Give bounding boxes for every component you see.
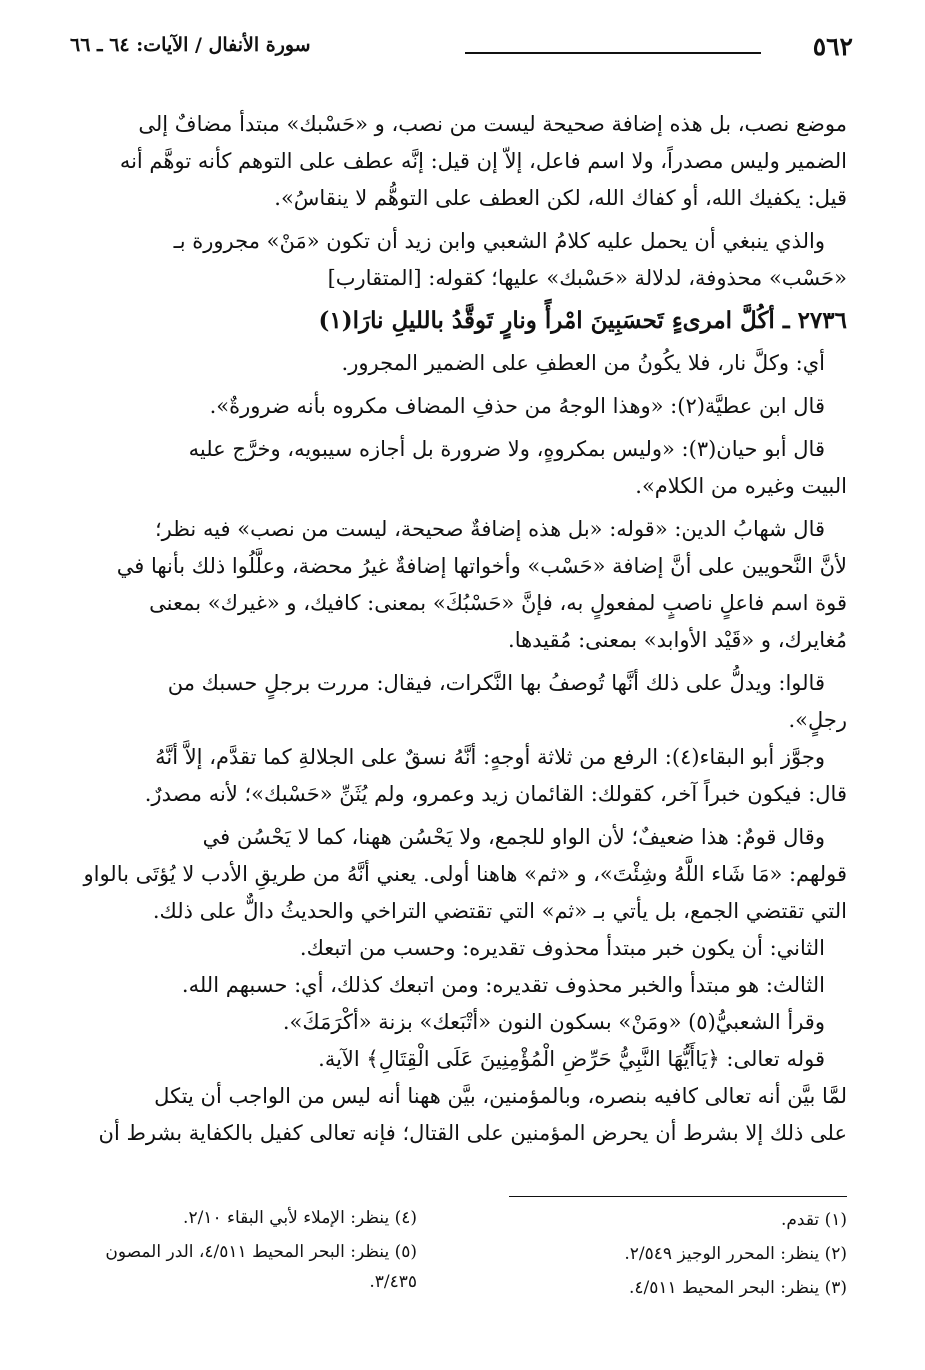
text-line: البيت وغيره من الكلام».: [635, 474, 847, 498]
text-line: «حَسْب» محذوفة، لدلالة «حَسْبك» عليها؛ كقوله: [المتقارب]: [327, 266, 847, 290]
text-line: قال: فيكون خبراً آخر، كقولك: القائمان زيد وعمرو، ولم يُثَنِّ «حَسْبك»؛ لأنه مصدرٌ.: [144, 782, 847, 806]
footnote-2: (٢) ينظر: المحرر الوجيز ٢/٥٤٩.: [624, 1244, 847, 1264]
text-line: وقرأ الشعبيُّ(٥) «ومَنْ» بسكون النون «أتْبَعك» بزنة «أكْرَمَكَ».: [282, 1010, 825, 1034]
text-line: قال شهابُ الدين: «قوله: «بل هذه إضافةٌ صحيحة، ليست من نصب» فيه نظر؛: [154, 517, 825, 541]
footnote-3: (٣) ينظر: البحر المحيط ٤/٥١١.: [629, 1278, 847, 1298]
verse-line: ٢٧٣٦ ـ أكُلَّ امرىءٍ تَحسَبِينَ امْرأً ونارٍ تَوقَّدُ بالليلِ نارَا(١): [318, 307, 847, 334]
running-header: [70, 30, 853, 64]
text-line: وجوَّز أبو البقاء(٤): الرفع من ثلاثة أوجهٍ: أنَّهُ نسقٌ على الجلالةِ كما تقدَّم، إلاَّ أنَّهُ: [155, 745, 825, 769]
text-line: والذي ينبغي أن يحمل عليه كلامُ الشعبي وابن زيد أن تكون «مَنْ» مجرورة بـ: [173, 229, 825, 253]
text-line: موضع نصب، بل هذه إضافة صحيحة ليست من نصب، و «حَسْبك» مبتدأ مضافٌ إلى: [138, 112, 847, 136]
page-number: ٥٦٢: [812, 32, 853, 61]
text-line: على ذلك إلا بشرط أن يحرض المؤمنين على القتال؛ فإنه تعالى كفيل بالكفاية بشرط أن: [98, 1121, 847, 1145]
text-line: لأنَّ النَّحويين على أنَّ إضافة «حَسْب» وأخواتها إضافةٌ غيرُ محضة، وعلَّلُوا ذلك بأنها في: [116, 554, 847, 578]
text-line: وقال قومٌ: هذا ضعيفٌ؛ لأن الواو للجمع، ولا يَحْسُن ههنا، كما لا يَحْسُن في: [202, 825, 825, 849]
text-line: قال أبو حيان(٣): «وليس بمكروهٍ، ولا ضرورة بل أجازه سيبويه، وخرَّج عليه: [188, 437, 825, 461]
text-line: قوله تعالى: ﴿يَاأَيُّهَا النَّبِيُّ حَرِّضِ الْمُؤْمِنِينَ عَلَى الْقِتَالِ﴾ الآية.: [318, 1047, 825, 1071]
text-line: الثالث: هو مبتدأ والخبر محذوف تقديره: ومن اتبعك كذلك، أي: حسبهم الله.: [181, 973, 825, 997]
main-text: [72, 106, 847, 1152]
text-line: قالوا: ويدلُّ على ذلك أنَّها تُوصفُ بها النَّكرات، فيقال: مررت برجلٍ حسبك من: [167, 671, 825, 695]
header-rule: [465, 52, 761, 54]
footnote-1: (١) تقدم.: [780, 1210, 847, 1230]
text-line: الثاني: أن يكون خبر مبتدأ محذوف تقديره: وحسب من اتبعك.: [299, 936, 825, 960]
text-line: قيل: يكفيك الله، أو كفاك الله، لكن العطف على التوهُّم لا ينقاسُ».: [274, 186, 847, 210]
footnote-rule: [509, 1196, 847, 1197]
text-line: أي: وكلَّ نار، فلا يكُونُ من العطفِ على الضمير المجرور.: [341, 351, 825, 375]
text-line: مُغايرك، و «قَيْد الأوابد» بمعنى: مُقيدها.: [508, 628, 847, 652]
text-line: قولهم: «مَا شَاء اللَّهُ وشِئْتَ»، و «ثم» هاهنا أولى. يعني أنَّهُ من طريقِ الأدب لا يُؤتَى بالواو: [83, 862, 847, 886]
text-line: الضمير وليس مصدراً، ولا اسم فاعل، إلاّ إن قيل: إنَّه عطف على التوهم كأنه توهَّم أنه: [119, 149, 847, 173]
running-title: سورة الأنفال / الآيات: ٦٤ ـ ٦٦: [70, 34, 311, 56]
text-line: رجلٍ».: [788, 708, 847, 732]
text-line: التي تقتضي الجمع، بل يأتي بـ «ثم» التي تقتضي التراخي والحديثُ دالٌّ على ذلك.: [152, 899, 847, 923]
text-line: لمَّا بيَّن أنه تعالى كافيه بنصره، وبالمؤمنين، بيَّن ههنا أنه ليس من الواجب أن يتكل: [154, 1084, 847, 1108]
footnote-4: (٤) ينظر: الإملاء لأبي البقاء ٢/١٠.: [183, 1208, 417, 1228]
text-line: قوة اسم فاعلٍ ناصبٍ لمفعولٍ به، فإنَّ «حَسْبُكَ» بمعنى: كافيك، و «غيرك» بمعنى: [149, 591, 847, 615]
footnote-5-continued: ٣/٤٣٥.: [369, 1272, 417, 1292]
text-line: قال ابن عطيَّة(٢): «وهذا الوجهُ من حذفِ المضاف مكروه بأنه ضرورةٌ».: [209, 394, 825, 418]
footnote-5: (٥) ينظر: البحر المحيط ٤/٥١١، الدر المصون: [105, 1242, 417, 1262]
